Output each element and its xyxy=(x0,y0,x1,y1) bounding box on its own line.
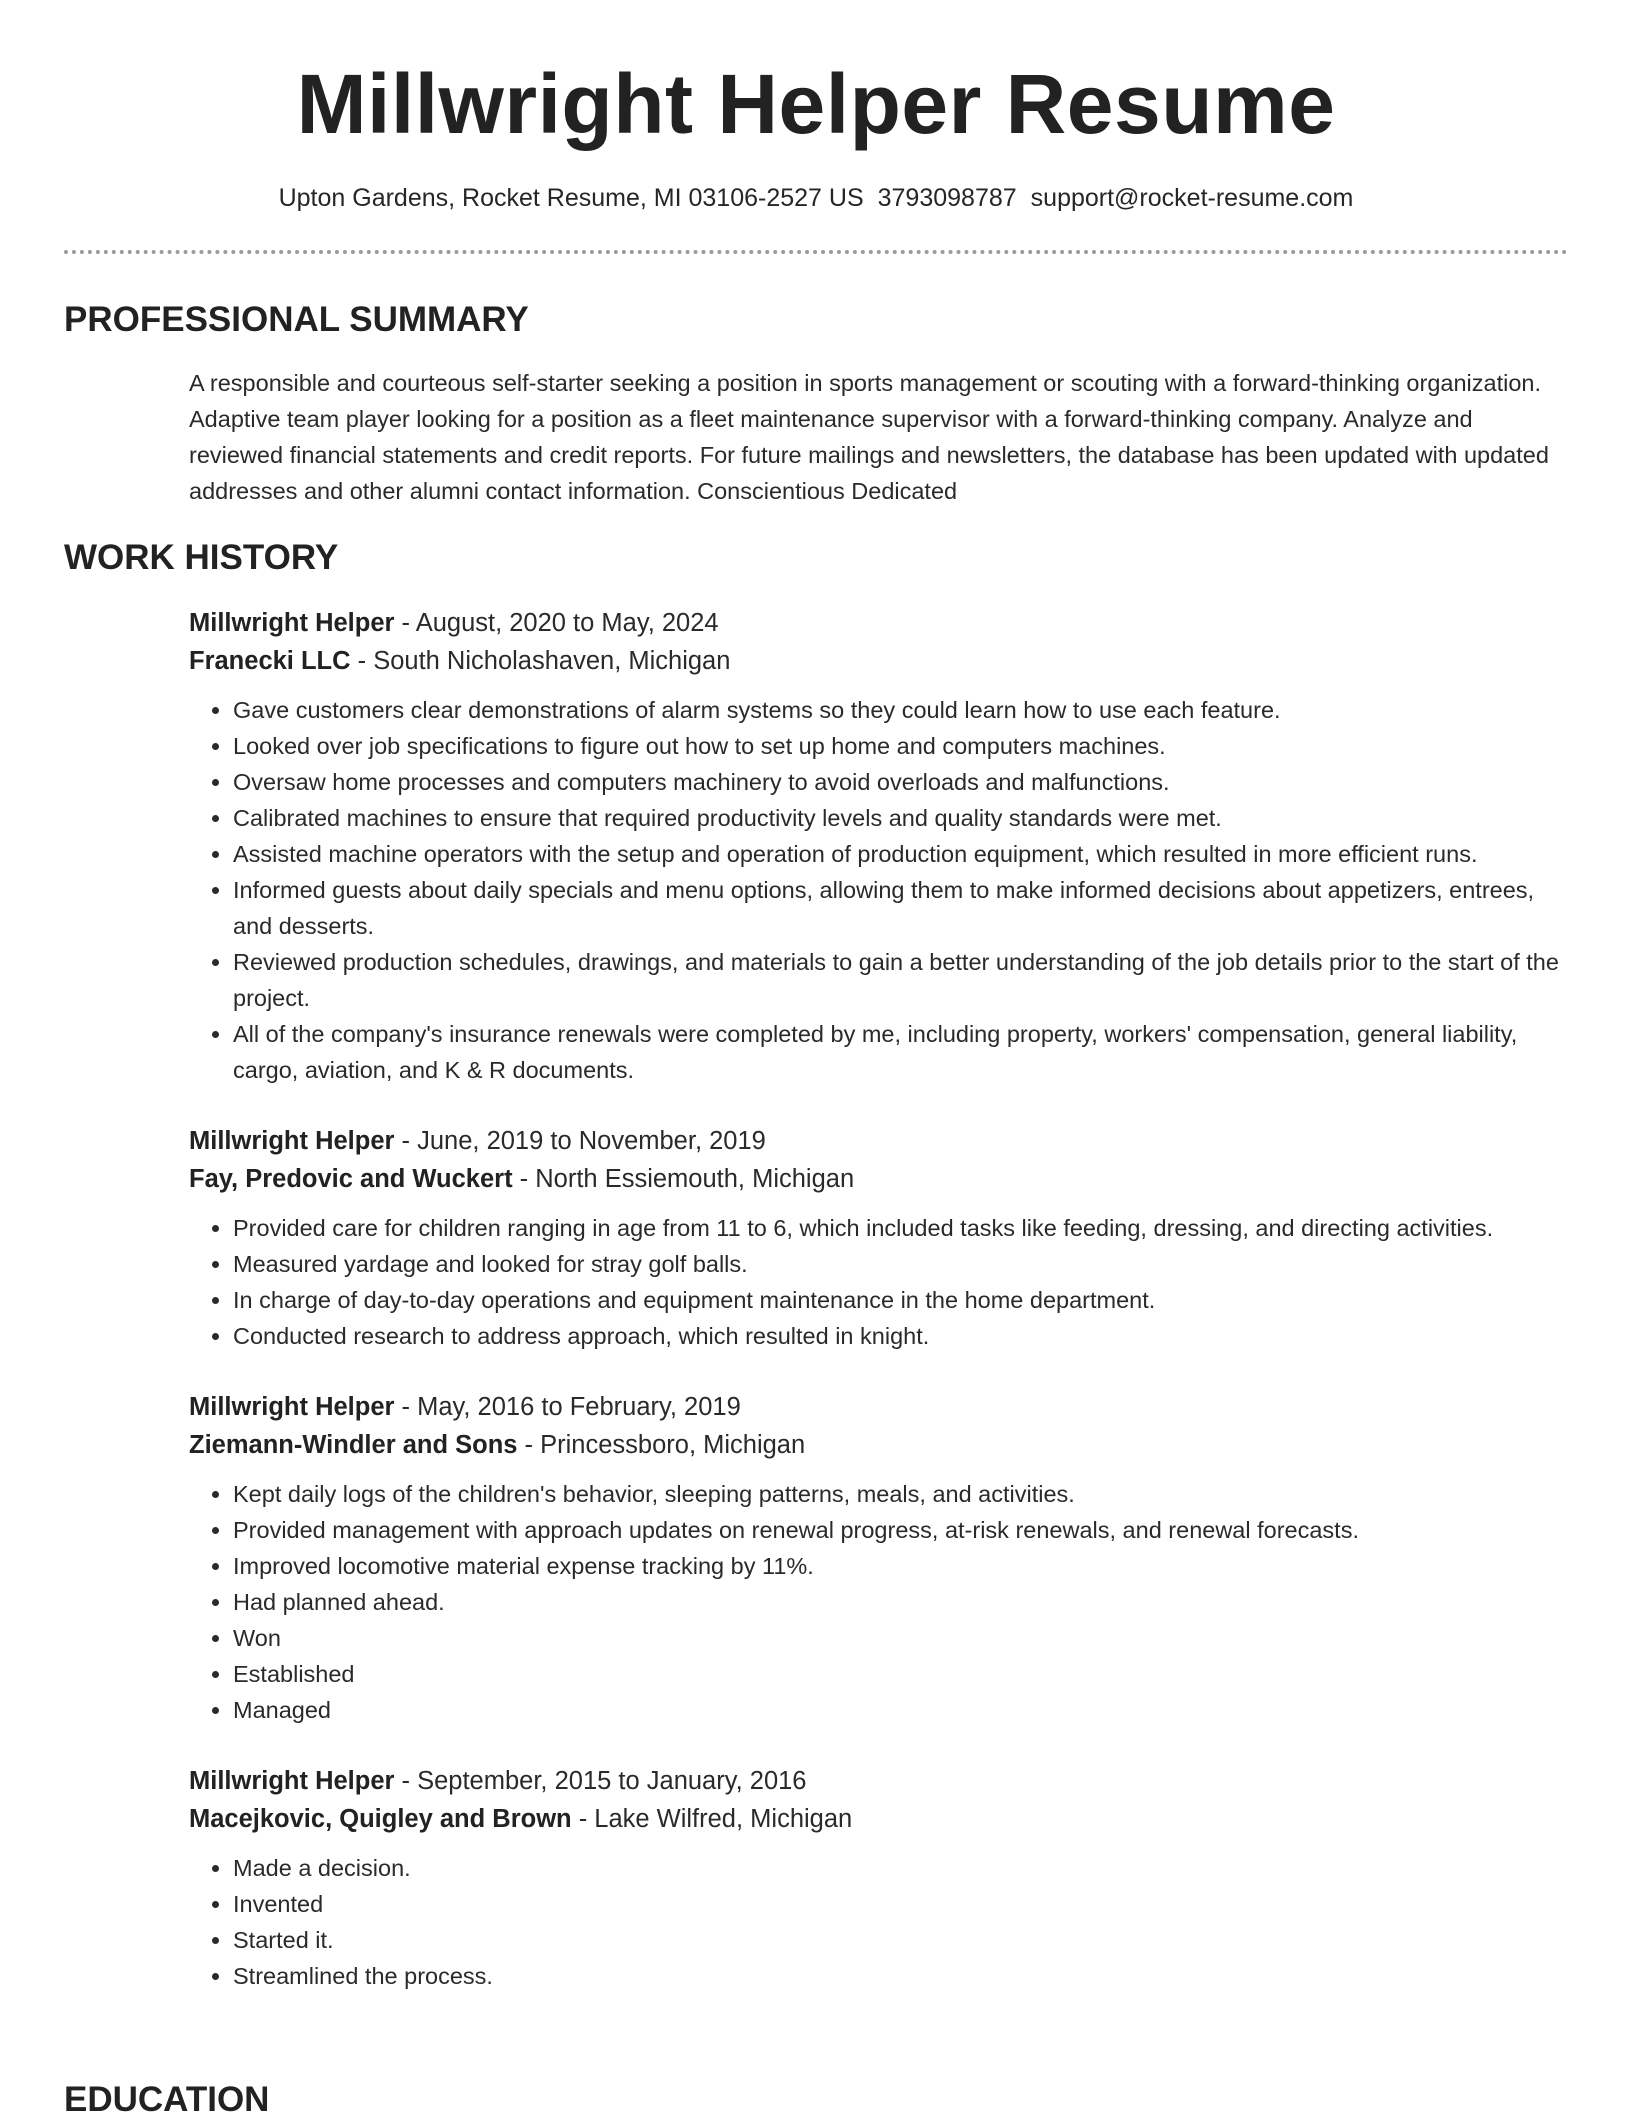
header-divider xyxy=(64,250,1568,254)
job-bullet: • Won xyxy=(233,1620,1569,1656)
job-bullets xyxy=(189,1210,1569,1354)
work-history-list xyxy=(189,604,1569,2028)
job-bullet: • Kept daily logs of the children's behavior, sleeping patterns, meals, and activities. xyxy=(233,1476,1569,1512)
job-bullet: • Reviewed production schedules, drawings, and materials to gain a better understanding of the job details prior to the start of the project. xyxy=(233,944,1569,1016)
job-bullet: • Calibrated machines to ensure that required productivity levels and quality standards were met. xyxy=(233,800,1569,836)
job-title-line xyxy=(189,1122,1569,1160)
job-bullet: • Managed xyxy=(233,1692,1569,1728)
job-dates: - August, 2020 to May, 2024 xyxy=(394,609,719,637)
job-bullet: • Looked over job specifications to figure out how to set up home and computers machines. xyxy=(233,728,1569,764)
job-title: Millwright Helper xyxy=(189,1393,395,1421)
job-company-line xyxy=(189,1800,1569,1838)
job-company: Franecki LLC xyxy=(189,647,351,675)
job-title-line xyxy=(189,1388,1569,1426)
job-bullet: • Oversaw home processes and computers machinery to avoid overloads and malfunctions. xyxy=(233,764,1569,800)
job-entry xyxy=(189,1122,1569,1354)
job-bullet: • Had planned ahead. xyxy=(233,1584,1569,1620)
job-bullet: • Streamlined the process. xyxy=(233,1958,1569,1994)
job-entry xyxy=(189,1762,1569,1994)
resume-title: Millwright Helper Resume xyxy=(296,57,1336,151)
job-bullet: • Measured yardage and looked for stray golf balls. xyxy=(233,1246,1569,1282)
job-bullet: • In charge of day-to-day operations and equipment maintenance in the home department. xyxy=(233,1282,1569,1318)
job-dates: - September, 2015 to January, 2016 xyxy=(394,1767,807,1795)
job-company: Fay, Predovic and Wuckert xyxy=(189,1165,513,1193)
job-company-line xyxy=(189,1426,1569,1464)
job-bullets xyxy=(189,1476,1569,1728)
job-dates: - June, 2019 to November, 2019 xyxy=(394,1127,766,1155)
job-location: - Lake Wilfred, Michigan xyxy=(571,1805,853,1833)
job-bullets xyxy=(189,1850,1569,1994)
summary-heading: PROFESSIONAL SUMMARY xyxy=(64,300,529,339)
job-bullet: • All of the company's insurance renewals were completed by me, including property, workers' compensation, general liability, cargo, aviation, and K & R documents. xyxy=(233,1016,1569,1088)
contact-address: Upton Gardens, Rocket Resume, MI 03106-2527 US xyxy=(278,184,864,212)
job-company-line xyxy=(189,642,1569,680)
job-bullets xyxy=(189,692,1569,1088)
job-company: Macejkovic, Quigley and Brown xyxy=(189,1805,572,1833)
job-location: - North Essiemouth, Michigan xyxy=(512,1165,855,1193)
job-title: Millwright Helper xyxy=(189,1127,395,1155)
job-title-line xyxy=(189,604,1569,642)
job-bullet: • Made a decision. xyxy=(233,1850,1569,1886)
job-location: - South Nicholashaven, Michigan xyxy=(350,647,731,675)
job-entry xyxy=(189,604,1569,1088)
job-bullet: • Gave customers clear demonstrations of alarm systems so they could learn how to use each feature. xyxy=(233,692,1569,728)
job-dates: - May, 2016 to February, 2019 xyxy=(394,1393,741,1421)
job-bullet: • Informed guests about daily specials and menu options, allowing them to make informed decisions about appetizers, entrees, and desserts. xyxy=(233,872,1569,944)
job-bullet: • Provided care for children ranging in age from 11 to 6, which included tasks like feeding, dressing, and directing activities. xyxy=(233,1210,1569,1246)
job-bullet: • Provided management with approach updates on renewal progress, at-risk renewals, and renewal forecasts. xyxy=(233,1512,1569,1548)
job-title: Millwright Helper xyxy=(189,609,395,637)
job-title-line xyxy=(189,1762,1569,1800)
job-company: Ziemann-Windler and Sons xyxy=(189,1431,518,1459)
job-bullet: • Invented xyxy=(233,1886,1569,1922)
work-history-heading: WORK HISTORY xyxy=(64,538,339,577)
job-location: - Princessboro, Michigan xyxy=(517,1431,806,1459)
job-entry xyxy=(189,1388,1569,1728)
job-bullet: • Assisted machine operators with the setup and operation of production equipment, which resulted in more efficient runs. xyxy=(233,836,1569,872)
education-heading: EDUCATION xyxy=(64,2080,270,2119)
job-bullet: • Conducted research to address approach, which resulted in knight. xyxy=(233,1318,1569,1354)
contact-phone: 3793098787 xyxy=(877,184,1017,212)
summary-text: A responsible and courteous self-starter seeking a position in sports management or scouting with a forward-thinking organization. Adaptive team player looking for a position as a fleet maintenance supervisor with a forward-thinking company. Analyze and reviewed financial statements and credit reports. For future mailings and newsletters, the database has been updated with updated addresses and other alumni contact information. Conscientious Dedicated xyxy=(189,370,1549,504)
contact-line xyxy=(0,180,1632,216)
contact-email: support@rocket-resume.com xyxy=(1030,184,1354,212)
job-bullet: • Improved locomotive material expense tracking by 11%. xyxy=(233,1548,1569,1584)
job-company-line xyxy=(189,1160,1569,1198)
job-bullet: • Established xyxy=(233,1656,1569,1692)
job-title: Millwright Helper xyxy=(189,1767,395,1795)
job-bullet: • Started it. xyxy=(233,1922,1569,1958)
